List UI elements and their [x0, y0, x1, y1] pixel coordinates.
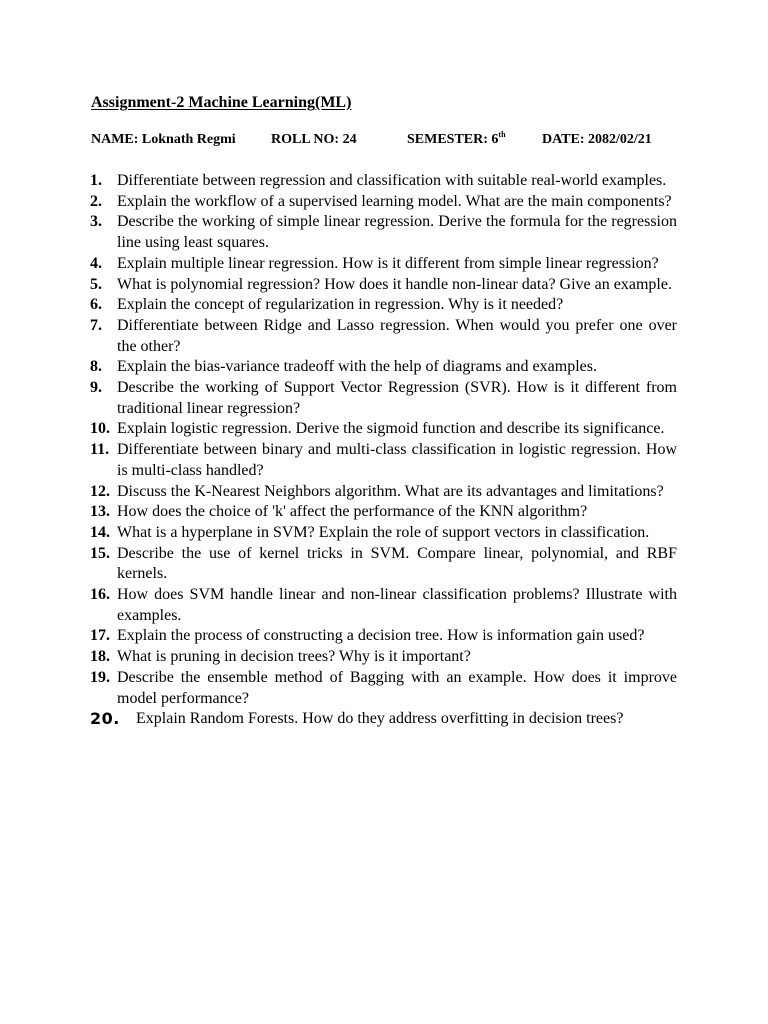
question-text: What is polynomial regression? How does it handle non-linear data? Give an example. — [117, 275, 672, 293]
question-text: Explain Random Forests. How do they address overfitting in decision trees? — [136, 710, 624, 728]
question-text: Differentiate between binary and multi-class classification in logistic regression. How is multi-class handled? — [117, 441, 677, 479]
question-number: 15. — [90, 544, 110, 562]
document-title: Assignment-2 Machine Learning(ML) — [91, 94, 352, 111]
question-text: Explain logistic regression. Derive the sigmoid function and describe its significance. — [117, 420, 665, 438]
question-item — [0, 212, 768, 253]
question-item — [0, 482, 768, 503]
question-item — [0, 585, 768, 626]
question-item — [0, 254, 768, 275]
question-text: Explain the concept of regularization in regression. Why is it needed? — [117, 296, 564, 314]
question-text: Describe the working of Support Vector Regression (SVR). How is it different from traditional linear regression? — [117, 379, 677, 417]
question-number: 12. — [90, 482, 110, 500]
semester-suffix: th — [498, 130, 506, 139]
question-item — [0, 544, 768, 585]
question-number: 7. — [90, 316, 102, 334]
question-text: Explain the process of constructing a decision tree. How is information gain used? — [117, 627, 645, 645]
question-list — [0, 171, 768, 730]
question-item — [0, 192, 768, 213]
question-item — [0, 378, 768, 419]
question-number: 6. — [90, 296, 102, 314]
question-item — [0, 668, 768, 709]
question-text: How does SVM handle linear and non-linear classification problems? Illustrate with examples. — [117, 586, 677, 624]
question-item — [0, 316, 768, 357]
question-item — [0, 275, 768, 296]
question-text: Explain multiple linear regression. How is it different from simple linear regression? — [117, 254, 659, 272]
question-number: 8. — [90, 358, 102, 376]
question-number: 11. — [90, 441, 110, 459]
question-text: Differentiate between Ridge and Lasso regression. When would you prefer one over the other? — [117, 316, 677, 355]
question-text: Describe the working of simple linear regression. Derive the formula for the regression line using least squares. — [117, 213, 677, 252]
question-number: 3. — [90, 213, 102, 231]
question-item — [0, 357, 768, 378]
roll-number: ROLL NO: 24 — [271, 132, 357, 147]
question-item — [0, 523, 768, 544]
question-item — [0, 709, 768, 730]
question-text: How does the choice of 'k' affect the performance of the KNN algorithm? — [117, 503, 588, 521]
question-item — [0, 419, 768, 440]
semester-label: SEMESTER: 6 — [407, 132, 499, 147]
question-text: What is a hyperplane in SVM? Explain the role of support vectors in classification. — [117, 523, 650, 541]
question-number: 19. — [90, 668, 110, 686]
question-number: 20. — [90, 709, 120, 729]
question-text: Discuss the K-Nearest Neighbors algorithm. What are its advantages and limitations? — [117, 482, 664, 500]
question-number: 9. — [90, 379, 102, 397]
question-text: What is pruning in decision trees? Why is it important? — [117, 648, 471, 666]
student-name: NAME: Loknath Regmi — [91, 132, 236, 147]
question-number: 13. — [90, 503, 110, 521]
question-number: 14. — [90, 523, 110, 541]
date: DATE: 2082/02/21 — [542, 132, 652, 147]
question-item — [0, 502, 768, 523]
question-number: 18. — [90, 648, 110, 666]
question-text: Describe the use of kernel tricks in SVM. Compare linear, polynomial, and RBF kernels. — [117, 544, 677, 583]
question-text: Differentiate between regression and classification with suitable real-world examples. — [117, 172, 667, 189]
question-number: 10. — [90, 420, 110, 438]
question-item — [0, 626, 768, 647]
question-item — [0, 440, 768, 481]
question-item — [0, 295, 768, 316]
question-number: 16. — [90, 586, 110, 604]
question-number: 1. — [90, 172, 102, 189]
semester — [407, 132, 506, 148]
question-text: Describe the ensemble method of Bagging with an example. How does it improve model performance? — [117, 668, 677, 707]
question-number: 4. — [90, 254, 102, 272]
question-number: 5. — [90, 275, 102, 293]
question-item — [0, 647, 768, 668]
question-text: Explain the workflow of a supervised learning model. What are the main components? — [117, 192, 672, 210]
question-text: Explain the bias-variance tradeoff with the help of diagrams and examples. — [117, 358, 597, 376]
question-number: 17. — [90, 627, 110, 645]
question-number: 2. — [90, 192, 102, 210]
question-item — [0, 171, 768, 192]
